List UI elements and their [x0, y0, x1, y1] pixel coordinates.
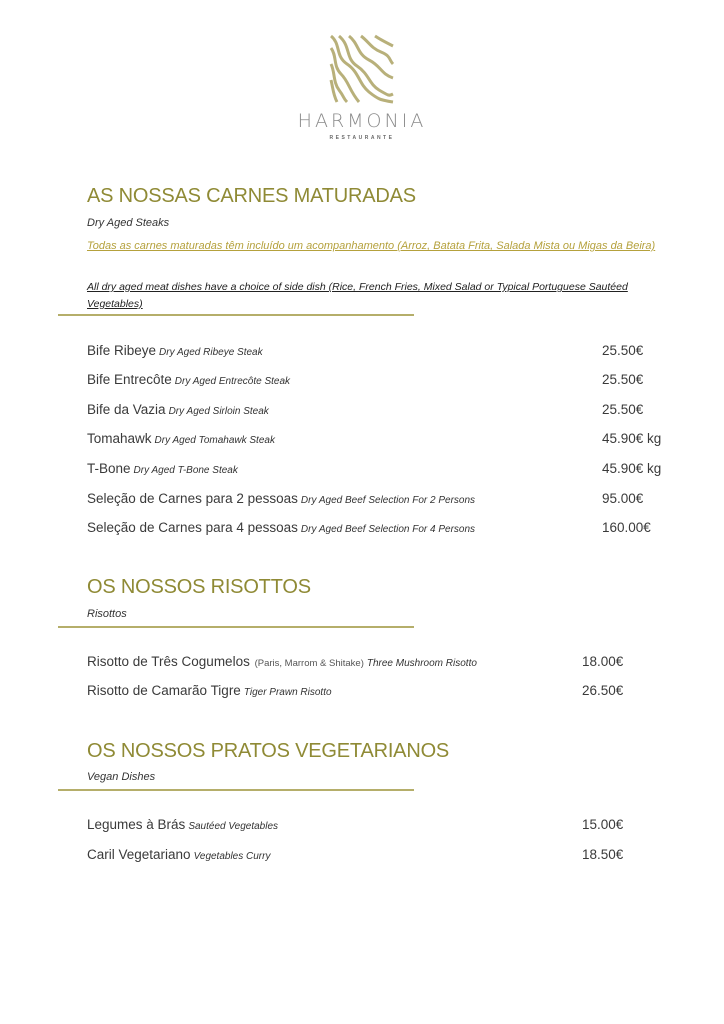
item-english-name: Dry Aged T-Bone Steak — [133, 465, 238, 476]
item-english-name: Dry Aged Beef Selection For 4 Persons — [300, 524, 476, 535]
item-name: Tomahawk — [87, 431, 152, 446]
restaurant-logo — [0, 34, 724, 141]
item-price: 25.50€ — [602, 372, 644, 387]
item-name: Risotto de Três Cogumelos — [87, 654, 250, 669]
section-subtitle-vegetarianos: Vegan Dishes — [87, 771, 156, 783]
section-subtitle-risottos: Risottos — [87, 608, 127, 620]
menu-item — [87, 343, 263, 358]
section-divider — [58, 626, 414, 628]
item-price: 15.00€ — [582, 817, 624, 832]
item-english-name: Sautéed Vegetables — [188, 821, 279, 832]
item-price: 26.50€ — [582, 683, 624, 698]
menu-item — [87, 372, 290, 387]
item-note: (Paris, Marrom & Shitake) — [254, 658, 364, 669]
item-price: 45.90€ kg — [602, 431, 662, 446]
item-price: 95.00€ — [602, 491, 644, 506]
section-title-carnes: AS NOSSAS CARNES MATURADAS — [87, 185, 416, 207]
item-price: 25.50€ — [602, 402, 644, 417]
menu-item — [87, 461, 238, 476]
menu-item — [87, 817, 278, 832]
item-english-name: Tiger Prawn Risotto — [243, 687, 332, 698]
menu-item — [87, 431, 275, 446]
item-english-name: Three Mushroom Risotto — [366, 658, 477, 669]
item-name: T-Bone — [87, 461, 131, 476]
item-name: Bife Ribeye — [87, 343, 157, 358]
item-price: 45.90€ kg — [602, 461, 662, 476]
section-divider — [58, 789, 414, 791]
item-price: 25.50€ — [602, 343, 644, 358]
brand-name: HARMONIA — [297, 110, 427, 132]
harmonia-emblem-icon — [329, 34, 395, 104]
menu-item — [87, 683, 332, 698]
item-english-name: Vegetables Curry — [193, 851, 271, 862]
item-name: Risotto de Camarão Tigre — [87, 683, 241, 698]
item-english-name: Dry Aged Entrecôte Steak — [174, 376, 291, 387]
section-divider — [58, 314, 414, 316]
item-english-name: Dry Aged Sirloin Steak — [168, 406, 269, 417]
menu-item — [87, 491, 475, 506]
item-name: Seleção de Carnes para 4 pessoas — [87, 520, 298, 535]
item-price: 18.00€ — [582, 654, 624, 669]
section-subtitle-carnes: Dry Aged Steaks — [87, 217, 170, 229]
menu-item — [87, 654, 477, 669]
section-title-risottos: OS NOSSOS RISOTTOS — [87, 576, 311, 598]
item-price: 160.00€ — [602, 520, 651, 535]
section-title-vegetarianos: OS NOSSOS PRATOS VEGETARIANOS — [87, 740, 450, 762]
item-name: Caril Vegetariano — [87, 847, 191, 862]
side-dish-note-pt: Todas as carnes maturadas têm incluído um acompanhamento (Arroz, Batata Frita, Salada Mista ou Migas da Beira) — [87, 240, 656, 252]
item-name: Seleção de Carnes para 2 pessoas — [87, 491, 298, 506]
item-name: Bife Entrecôte — [87, 372, 172, 387]
item-name: Legumes à Brás — [87, 817, 186, 832]
item-price: 18.50€ — [582, 847, 624, 862]
item-english-name: Dry Aged Ribeye Steak — [159, 347, 263, 358]
item-english-name: Dry Aged Tomahawk Steak — [154, 435, 275, 446]
side-dish-note-en: All dry aged meat dishes have a choice of side dish (Rice, French Fries, Mixed Salad or Typical Portuguese Sautéed Vegetables) — [87, 281, 628, 310]
item-name: Bife da Vazia — [87, 402, 166, 417]
menu-item — [87, 402, 269, 417]
brand-subtitle: RESTAURANTE — [329, 135, 395, 141]
menu-item — [87, 520, 475, 535]
menu-item — [87, 847, 270, 862]
item-english-name: Dry Aged Beef Selection For 2 Persons — [300, 495, 476, 506]
